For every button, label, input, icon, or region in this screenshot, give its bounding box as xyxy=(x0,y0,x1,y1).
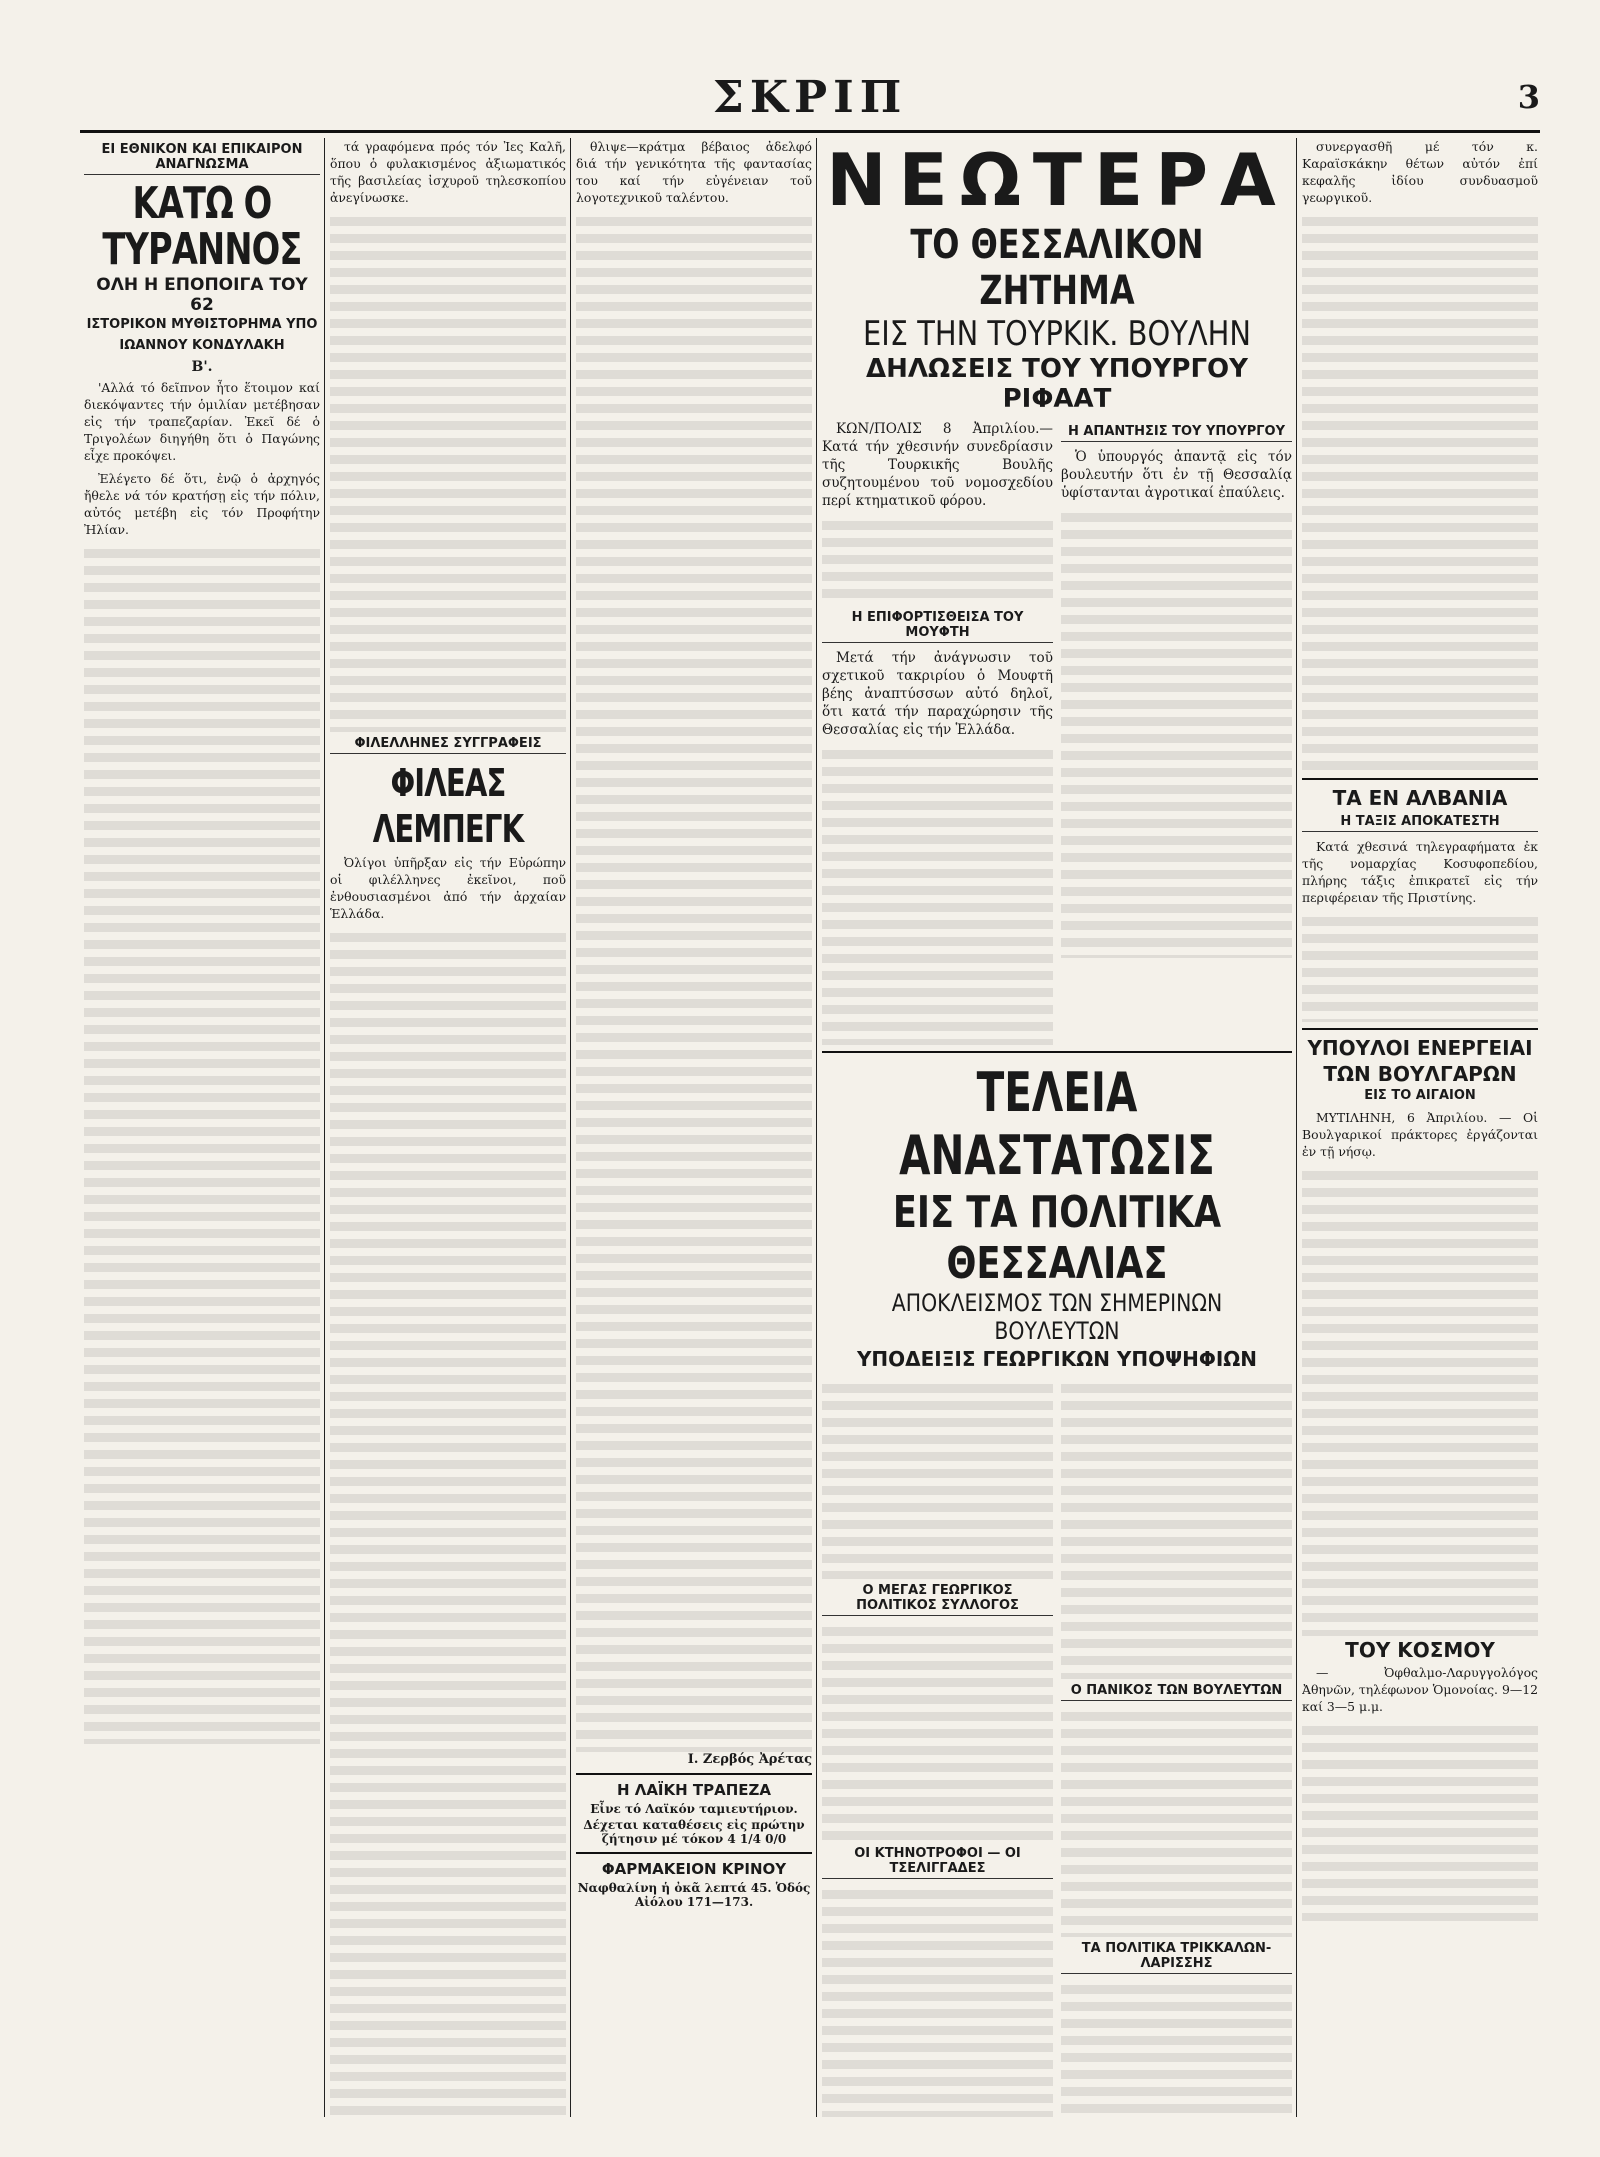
article-signature: Ι. Ζερβός Ἀρέτας xyxy=(687,1752,812,1767)
article-text-block xyxy=(822,1622,1053,1842)
column-rule xyxy=(1296,138,1297,2117)
subcolumn-right xyxy=(1061,420,1292,1045)
headline: ΔΗΛΩΣΕΙΣ ΤΟΥ ΥΠΟΥΡΓΟΥ ΡΙΦΑΑΤ xyxy=(866,354,1248,414)
article-text-block xyxy=(330,928,566,2117)
article-paragraph: θλιψε—κράτμα βέβαιος ἀδελφό διά τήν γενικότητα τῆς φαντασίας του καί τήν εὐγένειαν τοῦ λογοτεχνικοῦ ταλέντου. xyxy=(576,139,812,205)
headline: ΤΩΝ ΒΟΥΛΓΑΡΩΝ xyxy=(1323,1062,1517,1086)
bank-ad-title: Η ΛΑΪΚΗ ΤΡΑΠΕΖΑ xyxy=(616,1781,772,1799)
subcolumn-left xyxy=(822,1379,1053,2117)
headline: ΕΙΣ ΤΗΝ ΤΟΥΡΚΙΚ. ΒΟΥΛΗΝ xyxy=(862,314,1252,354)
headline: ΤΟΥ ΚΟΣΜΟΥ xyxy=(1345,1638,1495,1662)
article-text-block xyxy=(1302,212,1538,772)
subcolumn-right xyxy=(1061,1379,1292,2117)
headline: ΥΠΟΔΕΙΞΙΣ ΓΕΩΡΓΙΚΩΝ ΥΠΟΨΗΦΙΩΝ xyxy=(856,1347,1258,1371)
divider xyxy=(1302,778,1538,780)
article-paragraph: 'Αλλά τό δεῖπνον ἦτο ἕτοιμον καί διεκόψαντες τήν ὁμιλίαν μετέβησαν εἰς τήν τραπεζαρίαν. Ἐκεῖ δέ ὁ Τριγολέων διηγήθη ὅτι ὁ Παγώνης εἶχε προκόψει. xyxy=(84,380,320,463)
article-title: ΦΙΛΕΑΣ ΛΕΜΠΕΓΚ xyxy=(372,761,524,851)
divider xyxy=(1302,1028,1538,1030)
headline: ΤΕΛΕΙΑ ΑΝΑΣΤΑΤΩΣΙΣ xyxy=(899,1061,1215,1187)
subcolumn-left xyxy=(822,420,1053,1045)
headline: ΤΑ ΕΝ ΑΛΒΑΝΙΑ xyxy=(1332,786,1508,810)
serial-kicker: ΕΙ ΕΘΝΙΚΟΝ ΚΑΙ ΕΠΙΚΑΙΡΟΝ ΑΝΑΓΝΩΣΜΑ xyxy=(84,142,320,175)
subheading: Ο ΜΕΓΑΣ ΓΕΩΡΓΙΚΟΣ ΠΟΛΙΤΙΚΟΣ ΣΥΛΛΟΓΟΣ xyxy=(822,1583,1053,1616)
article-text-block xyxy=(1302,1721,1538,1921)
article-text-block xyxy=(822,745,1053,1045)
headline: ΤΟ ΘΕΣΣΑΛΙΚΟΝ ΖΗΤΗΜΑ xyxy=(910,222,1204,314)
column-3 xyxy=(576,138,812,2117)
article-paragraph: Μετά τήν ἀνάγνωσιν τοῦ σχετικοῦ τακριρίου ὁ Μουφτῆ βέης ἀναπτύσσων αὐτό δηλοῖ, ὅτι κατά τήν παραχώρησιν τῆς Θεσσαλίας εἰς τήν Ἑλλάδα. xyxy=(822,650,1053,738)
serial-part: Β'. xyxy=(191,359,213,375)
subheading: Ο ΠΑΝΙΚΟΣ ΤΩΝ ΒΟΥΛΕΥΤΩΝ xyxy=(1061,1683,1292,1701)
column-news xyxy=(822,138,1292,2117)
subheading: ΟΙ ΚΤΗΝΟΤΡΟΦΟΙ — ΟΙ ΤΣΕΛΙΓΓΑΔΕΣ xyxy=(822,1846,1053,1879)
article-text-block xyxy=(1061,1707,1292,1937)
serial-subtitle: ΟΛΗ Η ΕΠΟΠΟΙΓΑ ΤΟΥ 62 xyxy=(96,275,308,315)
masthead xyxy=(80,70,1540,133)
article-text-block xyxy=(330,212,566,732)
divider xyxy=(822,1051,1292,1053)
column-1 xyxy=(84,138,320,2117)
serial-author: ΙΩΑΝΝΟΥ ΚΟΝΔΥΛΑΚΗ xyxy=(119,338,285,353)
article-text-block xyxy=(576,212,812,1752)
headline: ΕΙΣ ΤΟ ΑΙΓΑΙΟΝ xyxy=(1364,1088,1476,1103)
column-rule xyxy=(816,138,817,2117)
column-rule xyxy=(570,138,571,2117)
article-text-block xyxy=(822,1379,1053,1579)
bank-ad-line: Δέχεται καταθέσεις εἰς πρώτην ζήτησιν μέ τόκον 4 1/4 0/0 xyxy=(583,1818,805,1846)
pharmacy-ad-line: Ναφθαλίνη ἡ ὀκᾶ λεπτά 45. Ὁδός Αἰόλου 171—173. xyxy=(577,1881,811,1909)
serial-byline: ΙΣΤΟΡΙΚΟΝ ΜΥΘΙΣΤΟΡΗΜΑ ΥΠΟ xyxy=(86,317,318,332)
subcolumns xyxy=(822,420,1292,1045)
pharmacy-ad-title: ΦΑΡΜΑΚΕΙΟΝ ΚΡΙΝΟΥ xyxy=(601,1860,787,1878)
newspaper-name: ΣΚΡΙΠ xyxy=(712,72,908,123)
article-text-block xyxy=(822,516,1053,606)
bank-ad-line: Εἶνε τό Λαϊκόν ταμιευτήριον. xyxy=(590,1802,798,1816)
column-2 xyxy=(330,138,566,2117)
article-text-block xyxy=(84,544,320,1744)
article-text-block xyxy=(1302,1166,1538,1636)
article-text-block xyxy=(1061,1980,1292,2117)
divider xyxy=(576,1773,812,1775)
article-paragraph: — Ὀφθαλμο-Λαρυγγολόγος Ἀθηνῶν, τηλέφωνον Ὁμονοίας. 9—12 καί 3—5 μ.μ. xyxy=(1302,1665,1538,1714)
headline: ΑΠΟΚΛΕΙΣΜΟΣ ΤΩΝ ΣΗΜΕΡΙΝΩΝ ΒΟΥΛΕΥΤΩΝ xyxy=(891,1289,1223,1345)
article-paragraph: Ἐλέγετο δέ ὅτι, ἐνῷ ὁ ἀρχηγός ἤθελε νά τόν κρατήσῃ εἰς τήν πόλιν, αὐτός μετέβη εἰς τόν Προφήτην Ἠλίαν. xyxy=(84,471,320,537)
subheading: Η ΤΑΞΙΣ ΑΠΟΚΑΤΕΣΤΗ xyxy=(1302,814,1538,832)
column-rule xyxy=(324,138,325,2117)
article-paragraph: ΚΩΝ/ΠΟΛΙΣ 8 Ἀπριλίου.— Κατά τήν χθεσινήν συνεδρίασιν τῆς Τουρκικῆς Βουλῆς συζητουμένου τοῦ νομοσχεδίου περί κτηματικοῦ φόρου. xyxy=(822,421,1053,509)
article-paragraph: Ὁ ὑπουργός ἀπαντᾷ εἰς τόν βουλευτήν ὅτι ἐν τῇ Θεσσαλίᾳ ὑφίστανται ἀγροτικαί ἐπαύλεις. xyxy=(1061,449,1292,501)
article-paragraph: συνεργασθῆ μέ τόν κ. Καραϊσκάκην θέτων αὐτόν ἐπί κεφαλῆς ἰδίου συνδυασμοῦ γεωργικοῦ. xyxy=(1302,139,1538,205)
article-text-block xyxy=(1061,508,1292,958)
serial-title: ΚΑΤΩ Ο ΤΥΡΑΝΝΟΣ xyxy=(102,178,302,275)
subheading: ΤΑ ΠΟΛΙΤΙΚΑ ΤΡΙΚΚΑΛΩΝ-ΛΑΡΙΣΣΗΣ xyxy=(1061,1941,1292,1974)
page-number: 3 xyxy=(1517,78,1540,116)
subheading: Η ΑΠΑΝΤΗΣΙΣ ΤΟΥ ΥΠΟΥΡΓΟΥ xyxy=(1061,424,1292,442)
article-paragraph: Κατά χθεσινά τηλεγραφήματα ἐκ τῆς νομαρχίας Κοσυφοπεδίου, πλήρης τάξις ἐπικρατεῖ εἰς τήν περιφέρειαν τῆς Πριστίνης. xyxy=(1302,839,1538,905)
subcolumns xyxy=(822,1379,1292,2117)
headline: ΥΠΟΥΛΟΙ ΕΝΕΡΓΕΙΑΙ xyxy=(1307,1036,1533,1060)
column-5 xyxy=(1302,138,1538,2117)
article-text-block xyxy=(1302,912,1538,1022)
article-paragraph: ΜΥΤΙΛΗΝΗ, 6 Ἀπριλίου. — Οἱ Βουλγαρικοί πράκτορες ἐργάζονται ἐν τῇ νήσῳ. xyxy=(1302,1110,1538,1159)
article-text-block xyxy=(822,1885,1053,2117)
section-header: ΝΕΩΤΕΡΑ xyxy=(826,138,1288,222)
section-kicker: ΦΙΛΕΛΛΗΝΕΣ ΣΥΓΓΡΑΦΕΙΣ xyxy=(330,736,566,754)
divider xyxy=(576,1852,812,1854)
article-paragraph: τά γραφόμενα πρός τόν Ἰες Καλῆ, ὅπου ὁ φυλακισμένος ἀξιωματικός τῆς βασιλείας ἰσχυροῦ τηλεσκοπίου ἀνεγίνωσκε. xyxy=(330,139,566,205)
headline: ΕΙΣ ΤΑ ΠΟΛΙΤΙΚΑ ΘΕΣΣΑΛΙΑΣ xyxy=(892,1187,1222,1289)
article-paragraph: Ὀλίγοι ὑπῆρξαν εἰς τήν Εὐρώπην οἱ φιλέλληνες ἐκεῖνοι, ποῦ ἐνθουσιασμένοι ἀπό τήν ἀρχαίαν Ἑλλάδα. xyxy=(330,855,566,921)
article-text-block xyxy=(1061,1379,1292,1679)
subheading: Η ΕΠΙΦΟΡΤΙΣΘΕΙΣΑ ΤΟΥ ΜΟΥΦΤΗ xyxy=(822,610,1053,643)
